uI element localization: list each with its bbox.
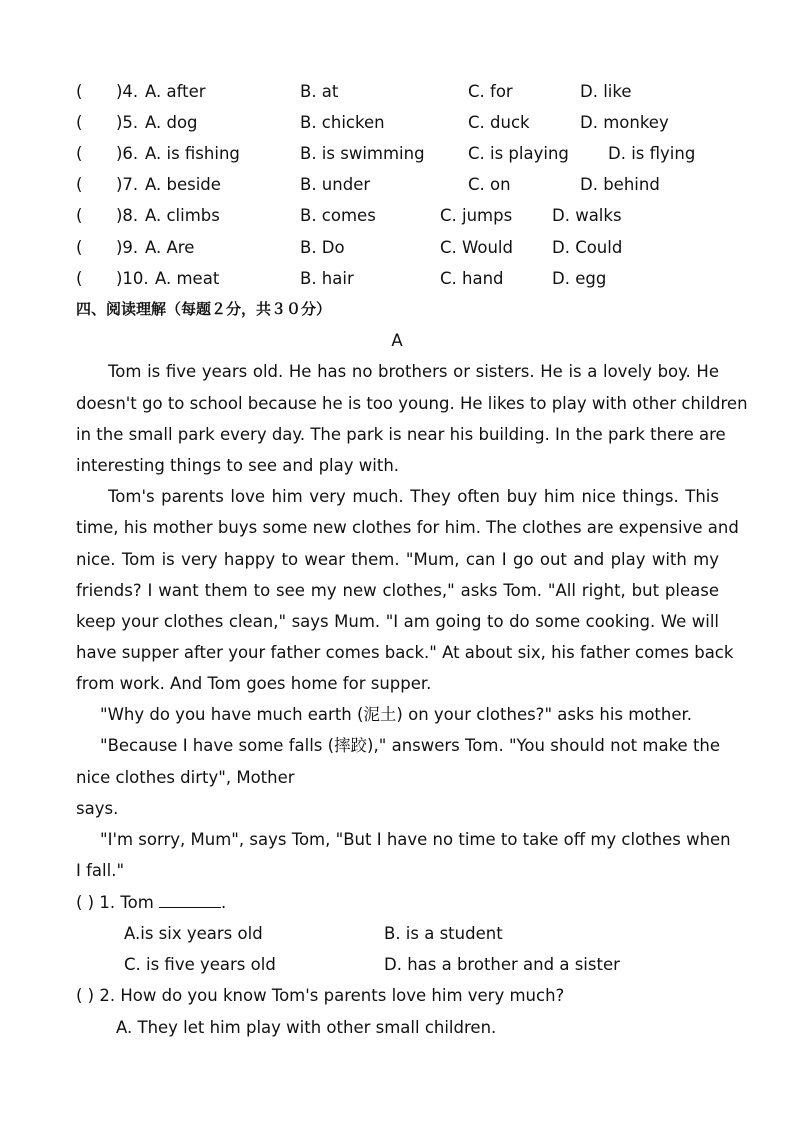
option-a: A.is six years old [124, 924, 263, 943]
option-c: C. hand [440, 269, 504, 288]
question-stem-end: . [221, 893, 227, 912]
paragraph-line: "I'm sorry, Mum", says Tom, "But I have no time to take off my clothes when [100, 830, 731, 849]
option-d: D. has a brother and a sister [384, 955, 620, 974]
paragraph-line: time, his mother buys some new clothes for him. The clothes are expensive and [76, 518, 739, 537]
option-a: A. They let him play with other small children. [116, 1018, 497, 1037]
question-number: )7. [116, 175, 139, 194]
option-c: C. for [468, 82, 513, 101]
option-d: D. egg [552, 269, 607, 288]
option-b: B. is a student [384, 924, 503, 943]
option-b: B. at [300, 82, 339, 101]
paragraph-line: from work. And Tom goes home for supper. [76, 674, 432, 693]
paragraph-line: interesting things to see and play with. [76, 456, 400, 475]
option-d: D. Could [552, 238, 623, 257]
option-a: A. meat [155, 269, 220, 288]
question-stem: ( ) 1. Tom [76, 893, 154, 912]
option-row [0, 922, 794, 946]
paragraph-line: nice clothes dirty", Mother [76, 768, 295, 787]
paragraph-line: Tom is five years old. He has no brothers or sisters. He is a lovely boy. He [108, 362, 719, 381]
section-title: 四、阅读理解（每题２分，共３０分） [76, 300, 332, 318]
question-row [0, 80, 794, 104]
paragraph-line: doesn't go to school because he is too young. He likes to play with other children [76, 394, 748, 413]
option-b: B. hair [300, 269, 354, 288]
option-b: B. is swimming [300, 144, 425, 163]
question-row [0, 111, 794, 135]
option-c: C. duck [468, 113, 530, 132]
option-row [0, 1016, 794, 1040]
answer-bracket-open: ( [76, 82, 83, 101]
option-row [0, 953, 794, 977]
option-a: A. beside [145, 175, 221, 194]
option-c: C. on [468, 175, 511, 194]
paragraph-line: I fall." [76, 861, 125, 880]
paragraph-line: Tom's parents love him very much. They often buy him nice things. This [108, 487, 719, 506]
question-number: )6. [116, 144, 139, 163]
option-a: A. after [145, 82, 206, 101]
answer-bracket-open: ( [76, 113, 83, 132]
answer-bracket-open: ( [76, 206, 83, 225]
option-d: D. behind [580, 175, 660, 194]
question-number: )5. [116, 113, 139, 132]
paragraph-line: keep your clothes clean," says Mum. "I am going to do some cooking. We will [76, 612, 719, 631]
question-number: )8. [116, 206, 139, 225]
option-a: A. is fishing [145, 144, 240, 163]
paragraph-line: "Because I have some falls (摔跤)," answers Tom. "You should not make the [100, 736, 721, 755]
answer-bracket-open: ( [76, 175, 83, 194]
option-c: C. is five years old [124, 955, 276, 974]
option-d: D. walks [552, 206, 622, 225]
option-a: A. dog [145, 113, 198, 132]
option-c: C. is playing [468, 144, 569, 163]
option-b: B. chicken [300, 113, 385, 132]
question-row [0, 236, 794, 260]
question-number: )10. [116, 269, 149, 288]
option-d: D. like [580, 82, 632, 101]
answer-bracket-open: ( [76, 269, 83, 288]
question-row [0, 267, 794, 291]
reading-question-2 [0, 984, 794, 1008]
reading-question-1 [0, 891, 794, 915]
paragraph-line: "Why do you have much earth (泥土) on your clothes?" asks his mother. [100, 705, 693, 724]
paragraph-line: have supper after your father comes back." At about six, his father comes back [76, 643, 734, 662]
question-row [0, 142, 794, 166]
option-b: B. comes [300, 206, 376, 225]
option-d: D. is flying [608, 144, 696, 163]
paragraph-line: friends? I want them to see my new clothes," asks Tom. "All right, but please [76, 581, 719, 600]
paragraph-line: says. [76, 799, 119, 818]
passage-label: A [391, 331, 403, 350]
question-row [0, 173, 794, 197]
option-d: D. monkey [580, 113, 669, 132]
paragraph-line: in the small park every day. The park is near his building. In the park there are [76, 425, 726, 444]
option-c: C. Would [440, 238, 513, 257]
question-stem: ( ) 2. How do you know Tom's parents love him very much? [76, 986, 565, 1005]
option-a: A. Are [145, 238, 195, 257]
paragraph-line: nice. Tom is very happy to wear them. "Mum, can I go out and play with my [76, 550, 719, 569]
answer-bracket-open: ( [76, 144, 83, 163]
answer-bracket-open: ( [76, 238, 83, 257]
question-row [0, 204, 794, 228]
question-number: )4. [116, 82, 139, 101]
question-number: )9. [116, 238, 139, 257]
answer-blank [159, 892, 221, 908]
option-c: C. jumps [440, 206, 513, 225]
option-a: A. climbs [145, 206, 220, 225]
option-b: B. Do [300, 238, 345, 257]
option-b: B. under [300, 175, 371, 194]
